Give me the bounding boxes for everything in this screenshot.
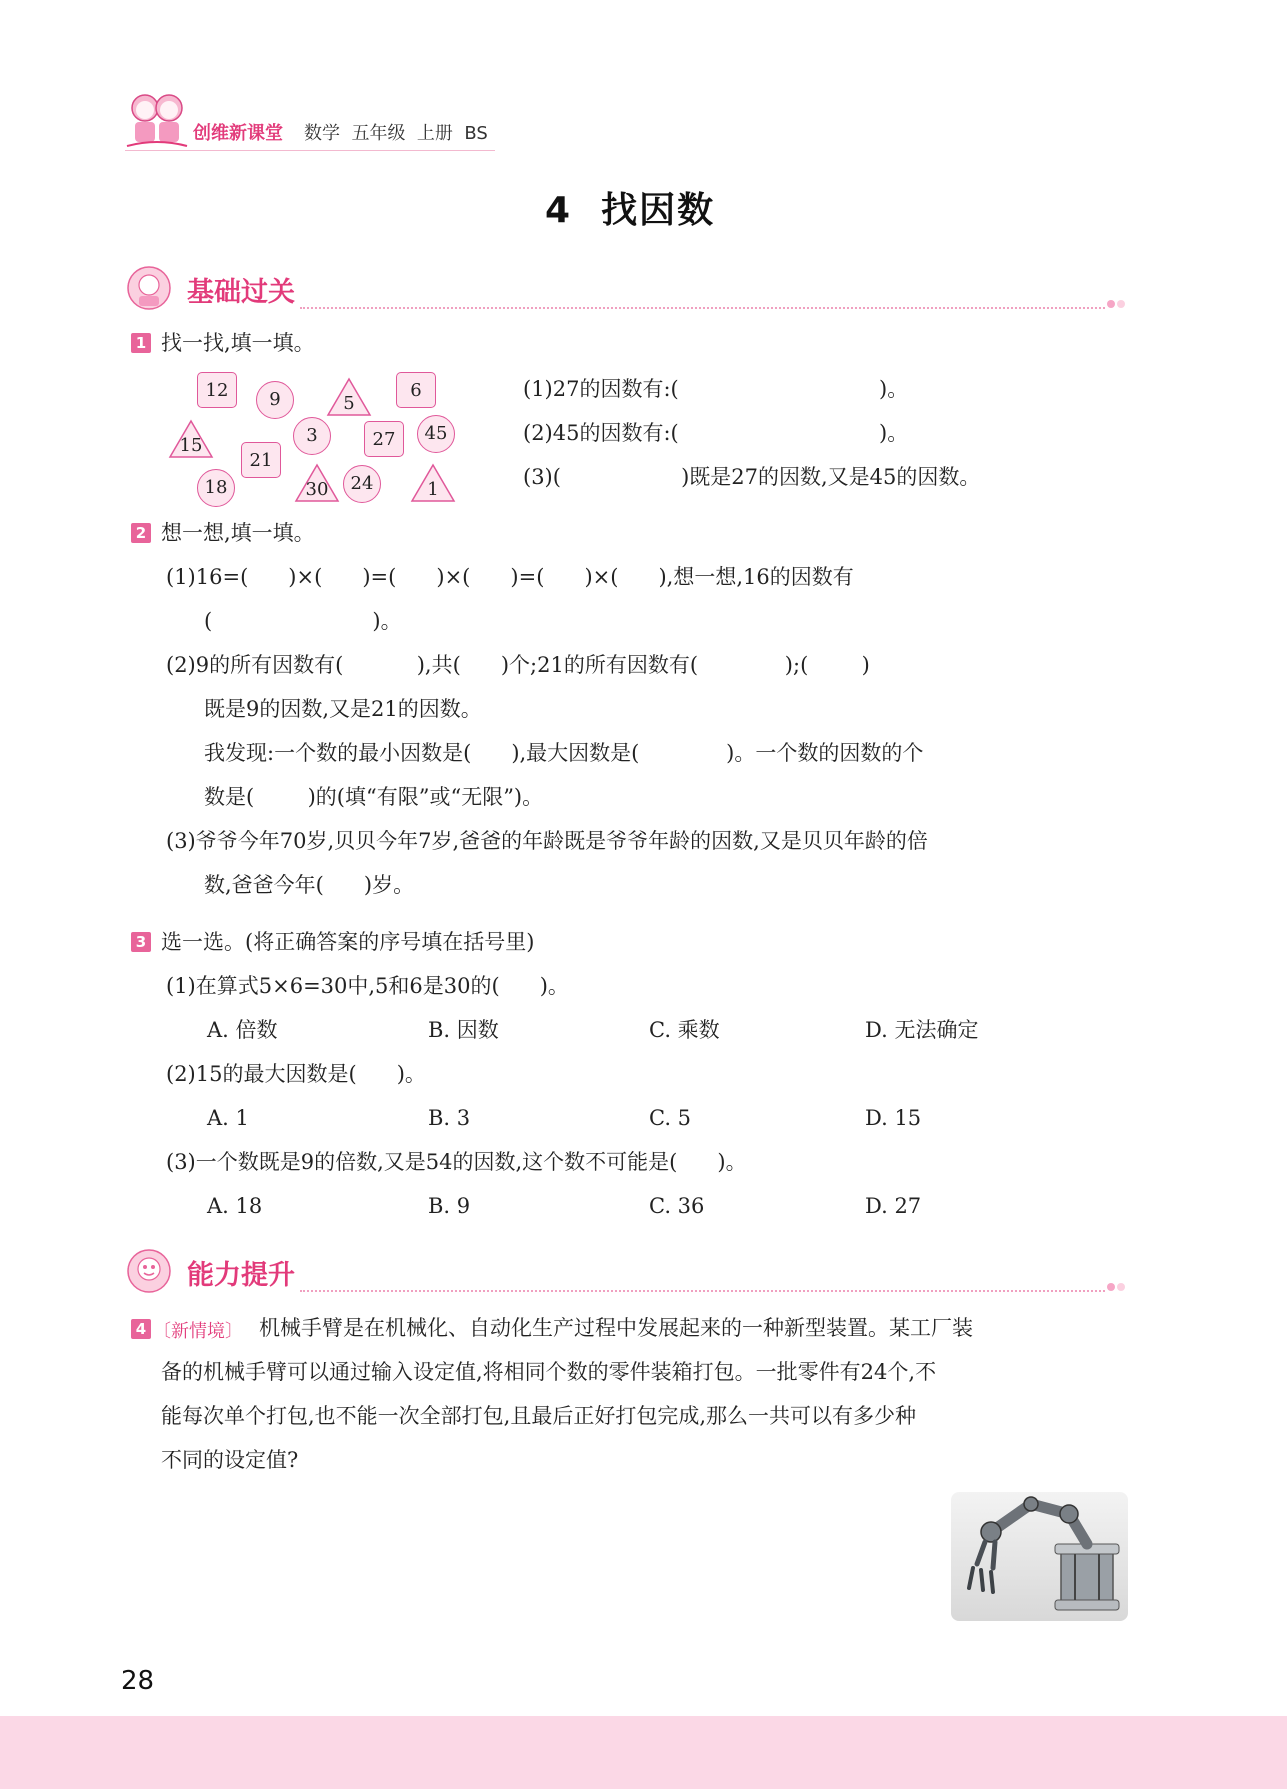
shape-square-27: 27 [364, 421, 404, 457]
question-number-2: 2 [131, 523, 151, 543]
question-number-4: 4 [131, 1319, 151, 1339]
section-title-advanced: 能力提升 [187, 1260, 295, 1291]
shape-triangle-5-label: 5 [343, 393, 355, 414]
section-icon-advanced [127, 1248, 177, 1294]
shape-circle-24: 24 [343, 465, 381, 503]
question-1-part-3: (3)( )既是27的因数,又是45的因数。 [523, 465, 981, 489]
header-rule [125, 150, 495, 151]
question-4-line-4: 不同的设定值? [161, 1448, 299, 1472]
shape-square-6: 6 [396, 372, 436, 408]
shape-circle-18: 18 [197, 469, 235, 507]
page-title: 4 找因数 [545, 190, 716, 231]
shape-triangle-5 [326, 377, 372, 417]
question-4-line-2: 备的机械手臂可以通过输入设定值,将相同个数的零件装箱打包。一批零件有24个,不 [161, 1360, 937, 1384]
header-subject: 数学 五年级 上册 BS [304, 123, 488, 144]
question-2-line-5: 我发现:一个数的最小因数是( ),最大因数是( )。一个数的因数的个 [204, 741, 924, 765]
question-4-line-3: 能每次单个打包,也不能一次全部打包,且最后正好打包完成,那么一共可以有多少种 [161, 1404, 917, 1428]
section-dots-icon [1106, 296, 1128, 310]
shape-square-12: 12 [197, 372, 237, 408]
question-2-line-8: 数,爸爸今年( )岁。 [204, 873, 415, 897]
question-3-3-stem: (3)一个数既是9的倍数,又是54的因数,这个数不可能是( )。 [166, 1150, 747, 1174]
section-icon-basic [127, 265, 177, 311]
question-3-3-option-d: D. 27 [865, 1194, 922, 1218]
question-3-2-option-c: C. 5 [649, 1106, 692, 1130]
question-3-2-option-a: A. 1 [207, 1106, 249, 1130]
shape-circle-9: 9 [256, 381, 294, 419]
question-3-1-option-b: B. 因数 [428, 1018, 499, 1042]
question-1-part-1: (1)27的因数有:( )。 [523, 377, 909, 401]
question-3-3-option-b: B. 9 [428, 1194, 471, 1218]
shape-triangle-15 [168, 419, 214, 459]
shape-circle-45: 45 [417, 415, 455, 453]
header-logo [125, 88, 189, 154]
question-3-3-option-a: A. 18 [207, 1194, 263, 1218]
shape-triangle-15-label: 15 [179, 435, 203, 456]
question-2-line-4: 既是9的因数,又是21的因数。 [204, 697, 482, 721]
shape-triangle-30-label: 30 [305, 479, 329, 500]
question-1-part-2: (2)45的因数有:( )。 [523, 421, 909, 445]
question-2-line-7: (3)爷爷今年70岁,贝贝今年7岁,爸爸的年龄既是爷爷年龄的因数,又是贝贝年龄的倍 [166, 829, 928, 853]
shape-square-21: 21 [241, 442, 281, 478]
shape-triangle-30 [294, 463, 340, 503]
question-3-prompt: 选一选。(将正确答案的序号填在括号里) [161, 930, 535, 954]
question-2-prompt: 想一想,填一填。 [161, 521, 315, 545]
question-3-2-option-d: D. 15 [865, 1106, 922, 1130]
question-number-1: 1 [131, 333, 151, 353]
question-3-1-option-c: C. 乘数 [649, 1018, 720, 1042]
question-4-tag: 〔新情境〕 [153, 1321, 243, 1342]
question-2-line-2: ( )。 [204, 609, 402, 633]
question-2-line-6: 数是( )的(填“有限”或“无限”)。 [204, 785, 544, 809]
question-2-line-1: (1)16=( )×( )=( )×( )=( )×( ),想一想,16的因数有 [166, 565, 854, 589]
question-3-2-option-b: B. 3 [428, 1106, 471, 1130]
robot-arm-image [951, 1492, 1128, 1621]
question-number-3: 3 [131, 932, 151, 952]
shape-circle-3: 3 [293, 417, 331, 455]
shape-triangle-1-label: 1 [427, 479, 439, 500]
section-divider-basic [300, 307, 1105, 309]
shape-triangle-1 [410, 463, 456, 503]
question-3-1-option-a: A. 倍数 [207, 1018, 278, 1042]
section-dots-icon-2 [1106, 1279, 1128, 1293]
section-divider-advanced [300, 1290, 1105, 1292]
header-brand: 创维新课堂 [193, 123, 283, 144]
question-3-1-stem: (1)在算式5×6=30中,5和6是30的( )。 [166, 974, 569, 998]
section-title-basic: 基础过关 [187, 277, 295, 308]
question-3-1-option-d: D. 无法确定 [865, 1018, 979, 1042]
question-2-line-3: (2)9的所有因数有( ),共( )个;21的所有因数有( );( ) [166, 653, 870, 677]
question-1-prompt: 找一找,填一填。 [161, 331, 315, 355]
question-4-line-1: 机械手臂是在机械化、自动化生产过程中发展起来的一种新型装置。某工厂装 [259, 1316, 973, 1340]
question-3-2-stem: (2)15的最大因数是( )。 [166, 1062, 426, 1086]
footer-band [0, 1716, 1287, 1789]
page-number: 28 [121, 1666, 155, 1696]
question-3-3-option-c: C. 36 [649, 1194, 705, 1218]
